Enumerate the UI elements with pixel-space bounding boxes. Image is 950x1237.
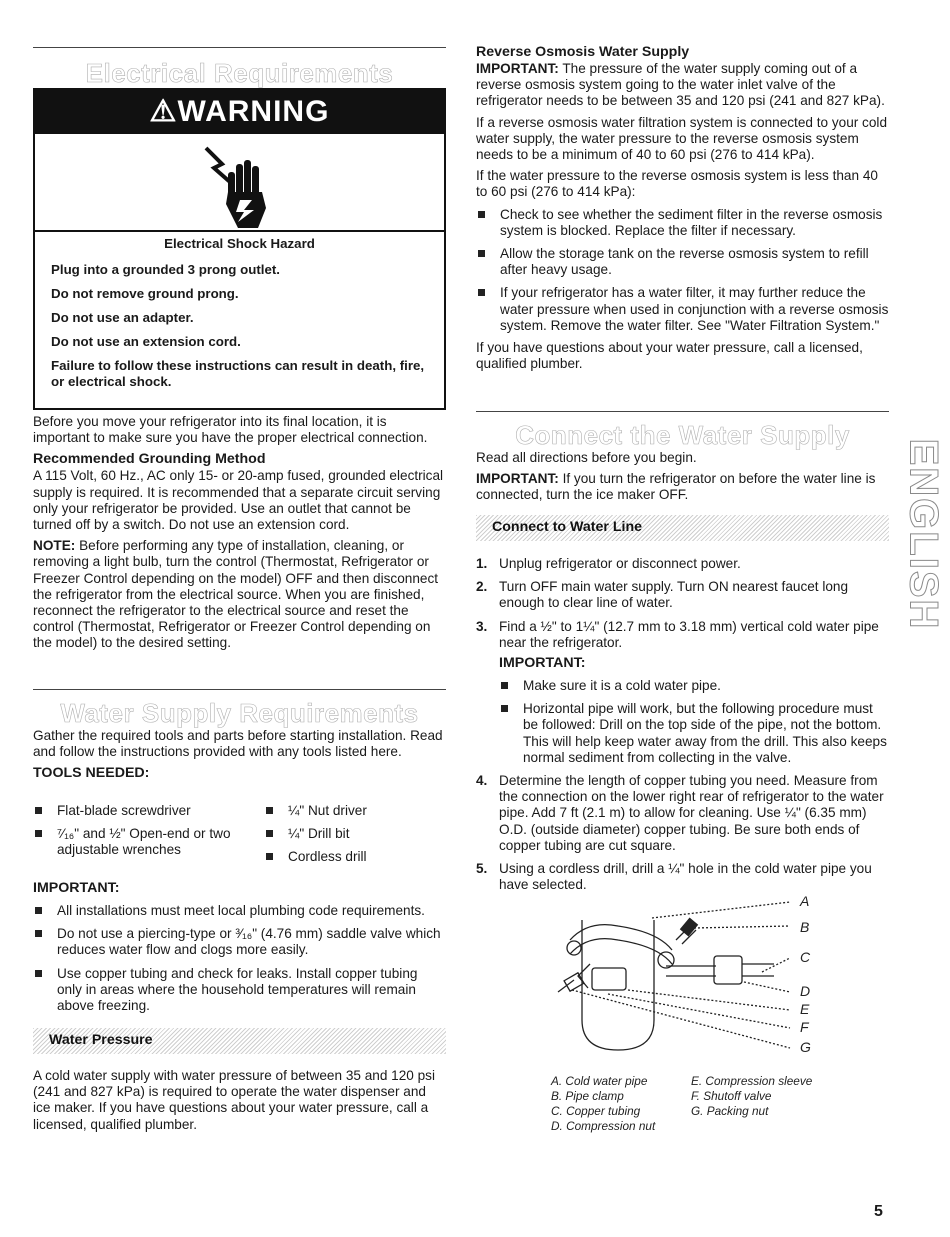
language-tab-label: ENGLISH [901,438,946,630]
warning-divider [35,230,444,232]
connect-water-supply-title: Connect the Water Supply [515,420,850,450]
ro-important [476,61,889,110]
ro-paragraph: If a reverse osmosis water filtration system is connected to your cold water supply, the water pressure to the reverse osmosis system needs to be a minimum of 40 to 60 psi (276 to 414 kPa). [476,114,887,163]
caption: B. Pipe clamp [551,1089,624,1103]
language-side-tab [901,438,946,630]
diagram-label: E [800,1001,810,1017]
diagram-label: G [800,1039,811,1055]
step3-important: IMPORTANT: [499,655,586,672]
list-item: If your refrigerator has a water filter, it may further reduce the water pressure when used in conjunction with a reverse osmosis system. Remove the water filter. See "Water Filtration System." [476,285,889,334]
water-supply-requirements-title: Water Supply Requirements [60,698,419,728]
list-item: Make sure it is a cold water pipe. [499,678,889,694]
warning-line: Do not use an adapter. [51,310,194,325]
step-text: Using a cordless drill, drill a ¼" hole in the cold water pipe you have selected. [499,861,872,893]
step-item [476,579,889,611]
warning-line: Plug into a grounded 3 prong outlet. [51,262,280,277]
caption: A. Cold water pipe [551,1074,648,1088]
list-item: Do not use a piercing-type or ³⁄₁₆" (4.76 mm) saddle valve which reduces water flow and clogs more easily. [33,926,446,958]
caption: G. Packing nut [691,1104,769,1118]
warning-header: ⚠WARNING [35,90,444,134]
connect-important-text: If you turn the refrigerator on before the water line is connected, turn the ice maker OFF. [476,471,876,503]
step-text: Find a ½" to 1¼" (12.7 mm to 3.18 mm) vertical cold water pipe near the refrigerator. [499,618,879,650]
warning-box [33,88,446,410]
note-label: NOTE: [33,538,76,554]
step-text: Turn OFF main water supply. Turn ON nearest faucet long enough to clear line of water. [499,579,849,611]
rule-water-supply [33,689,446,690]
shock-hazard-icon [200,142,280,228]
note-text: Before performing any type of installation, cleaning, or removing a light bulb, turn the control (Thermostat, Refrigerator or Freezer Control depending on the model) OFF and then disconnect the refrigerator from the electrical source. When you are finished, reconnect the refrigerator to the electrical source and reset the control (Thermostat, Refrigerator or Freezer Control depending on the model) to the desired setting. [33,538,439,651]
water-pressure-text: A cold water supply with water pressure of between 35 and 120 psi (241 and 827 kPa) is required to operate the water dispenser and ice maker. If you have questions about your water pressure, call a licensed, qualified plumber. [33,1068,436,1132]
step-number: 5. [476,861,488,877]
water-line-diagram [548,880,828,1060]
list-item: ¼" Drill bit [264,826,444,842]
list-item: ¼" Nut driver [264,803,444,819]
water-pressure-banner [33,1028,446,1054]
warning-line: Do not remove ground prong. [51,286,239,301]
ro-important-label: IMPORTANT: [476,61,559,76]
step-number: 1. [476,556,488,571]
diagram-label: C [800,949,811,965]
important-heading: IMPORTANT: [33,880,120,896]
step3-list [499,678,889,766]
diagram-label: D [800,983,811,999]
step-number: 2. [476,579,488,595]
caption: C. Copper tubing [551,1104,641,1118]
list-item: ⁷⁄₁₆" and ½" Open-end or two adjustable wrenches [33,826,255,858]
diagram-captions-col1 [551,1074,691,1134]
list-item: All installations must meet local plumbing code requirements. [33,903,446,919]
electrical-requirements-title: Electrical Requirements [85,58,394,88]
warning-lines [51,262,428,390]
list-item: Flat-blade screwdriver [33,803,255,819]
grounding-heading: Recommended Grounding Method [33,451,266,468]
connect-water-line-heading: Connect to Water Line [492,519,643,535]
step-item [476,619,889,651]
connect-intro: Read all directions before you begin. [476,450,697,465]
water-pressure-heading: Water Pressure [49,1032,153,1048]
steps-list-continued [476,773,889,893]
ro-paragraph: If the water pressure to the reverse osmosis system is less than 40 to 60 psi (276 to 414 kPa): [476,168,878,200]
diagram-label: F [800,1019,809,1035]
grounding-text: A 115 Volt, 60 Hz., AC only 15- or 20-amp fused, grounded electrical supply is required. It is recommended that a separate circuit serving only your refrigerator be provided. Use an outlet that cannot be turned off by a switch. Do not use an extension cord. [33,468,444,533]
step-text: Determine the length of copper tubing you need. Measure from the connection on the lower right rear of refrigerator to the water pipe. Add 7 ft (2.1 m) to allow for cleaning. Use ¼" (6.35 mm) O.D. (outside diameter) copper tubing. Be sure both ends of copper tubing are cut square. [499,773,884,853]
list-item: Check to see whether the sediment filter in the reverse osmosis system is blocked. Replace the filter if necessary. [476,207,889,239]
warning-line: Failure to follow these instructions can result in death, fire, or electrical shock. [51,358,425,389]
note-paragraph [33,538,446,651]
diagram-label: A [800,893,810,909]
water-intro: Gather the required tools and parts before starting installation. Read and follow the instructions provided with any tools listed here. [33,728,443,760]
list-item: Cordless drill [264,849,444,865]
list-item: Horizontal pipe will work, but the following procedure must be followed: Drill on the top side of the pipe, not the bottom. This will help keep water away from the drill. This also keeps normal sediment from collecting in the valve. [499,701,889,766]
tools-list-col2 [264,803,444,866]
tools-heading: TOOLS NEEDED: [33,765,150,782]
important-list [33,903,446,1014]
hazard-title: Electrical Shock Hazard [164,236,315,251]
caption: D. Compression nut [551,1119,656,1133]
list-item: Use copper tubing and check for leaks. Install copper tubing only in areas where the household temperatures will remain above freezing. [33,966,446,1015]
step-text: Unplug refrigerator or disconnect power. [499,556,741,571]
steps-list [476,556,889,651]
step-number: 4. [476,773,488,789]
tools-list-col1 [33,803,255,859]
list-item: Allow the storage tank on the reverse osmosis system to refill after heavy usage. [476,246,889,278]
electrical-intro: Before you move your refrigerator into its final location, it is important to make sure you have the proper electrical connection. [33,414,428,446]
step-item [476,556,889,572]
diagram-label: B [800,919,810,935]
top-rule-left [33,47,446,48]
ro-heading: Reverse Osmosis Water Supply [476,44,690,60]
rule-connect-water [476,411,889,412]
ro-list [476,207,889,334]
connect-important-label: IMPORTANT: [476,471,559,487]
connect-water-line-banner [476,515,889,541]
page-number: 5 [874,1203,883,1220]
connect-important [476,471,889,503]
ro-important-text: The pressure of the water supply coming out of a reverse osmosis system going to the water inlet valve of the refrigerator needs to be between 35 and 120 psi (241 and 827 kPa). [476,61,885,109]
warning-line: Do not use an extension cord. [51,334,241,349]
step-item [476,773,889,854]
caption: E. Compression sleeve [691,1074,813,1088]
ro-paragraph: If you have questions about your water pressure, call a licensed, qualified plumber. [476,340,863,372]
caption: F. Shutoff valve [691,1089,772,1103]
diagram-captions-col2 [691,1074,851,1119]
step-number: 3. [476,618,488,634]
